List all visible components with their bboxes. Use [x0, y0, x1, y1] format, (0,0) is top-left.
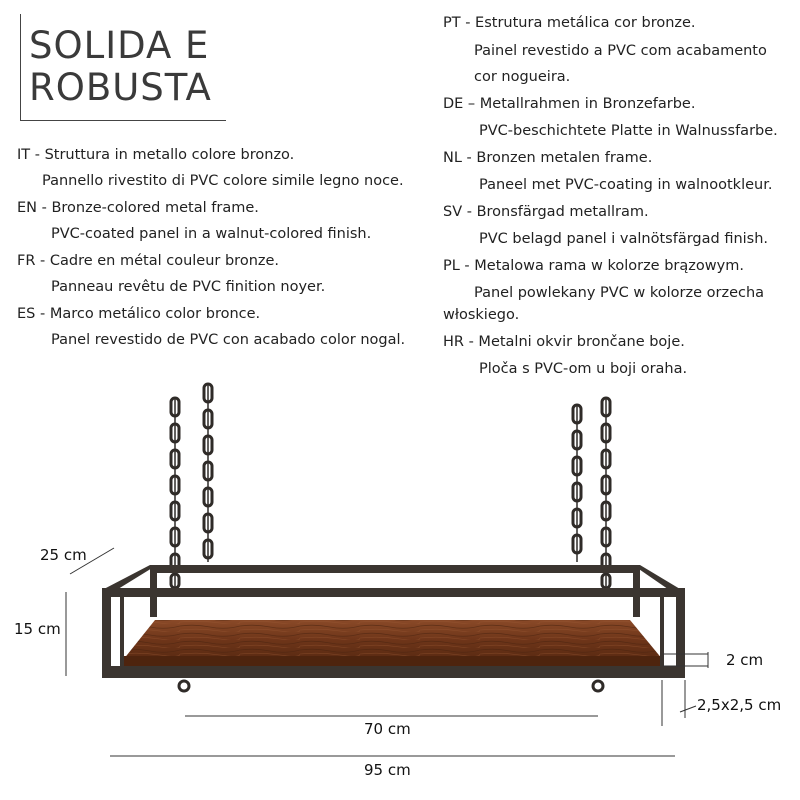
title-line-2: ROBUSTA — [29, 66, 212, 109]
en-line-1: EN - Bronze-colored metal frame. — [17, 200, 259, 216]
nl-line-1: NL - Bronzen metalen frame. — [443, 150, 653, 166]
sv-line-2: PVC belagd panel i valnötsfärgad finish. — [479, 231, 769, 247]
dim-total-width: 95 cm — [364, 761, 411, 779]
pt-line-1: PT - Estrutura metálica cor bronze. — [443, 15, 696, 31]
dim-depth: 25 cm — [40, 546, 87, 564]
pl-line-3: włoskiego. — [443, 307, 520, 323]
dim-inner-width: 70 cm — [364, 720, 411, 738]
pt-line-2: Painel revestido a PVC com acabamento — [474, 43, 767, 59]
chain-right-front — [602, 398, 610, 590]
pl-line-2: Panel powlekany PVC w kolorze orzecha — [474, 285, 765, 301]
de-line-2: PVC-beschichtete Platte in Walnussfarbe. — [479, 123, 778, 139]
dim-panel-thickness: 2 cm — [726, 651, 764, 669]
pl-line-1: PL - Metalowa rama w kolorze brązowym. — [443, 258, 744, 274]
pt-line-3: cor nogueira. — [474, 69, 571, 85]
hr-line-2: Ploča s PVC-om u boji oraha. — [479, 361, 688, 377]
en-line-2: PVC-coated panel in a walnut-colored finish. — [51, 226, 372, 242]
chain-right-back — [573, 405, 581, 562]
dim-height: 15 cm — [14, 620, 61, 638]
profile-arrow — [680, 706, 696, 712]
nl-line-2: Paneel met PVC-coating in walnootkleur. — [479, 177, 773, 193]
es-line-2: Panel revestido de PVC con acabado color nogal. — [51, 332, 406, 348]
hr-line-1: HR - Metalni okvir brončane boje. — [443, 334, 685, 350]
chain-left-back — [171, 398, 179, 590]
es-line-1: ES - Marco metálico color bronce. — [17, 306, 261, 322]
de-line-1: DE – Metallrahmen in Bronzefarbe. — [443, 96, 696, 112]
fr-line-2: Panneau revêtu de PVC finition noyer. — [51, 279, 326, 295]
it-line-2: Pannello rivestito di PVC colore simile legno noce. — [42, 173, 404, 189]
fr-line-1: FR - Cadre en métal couleur bronze. — [17, 253, 280, 269]
title-line-1: SOLIDA E — [29, 24, 210, 67]
hooks — [179, 681, 603, 691]
dim-profile: 2,5x2,5 cm — [697, 696, 782, 714]
it-line-1: IT - Struttura in metallo colore bronzo. — [17, 147, 295, 163]
chains — [171, 384, 610, 590]
wood-panel — [123, 620, 663, 666]
sv-line-1: SV - Bronsfärgad metallram. — [443, 204, 649, 220]
chain-left-front — [204, 384, 212, 562]
